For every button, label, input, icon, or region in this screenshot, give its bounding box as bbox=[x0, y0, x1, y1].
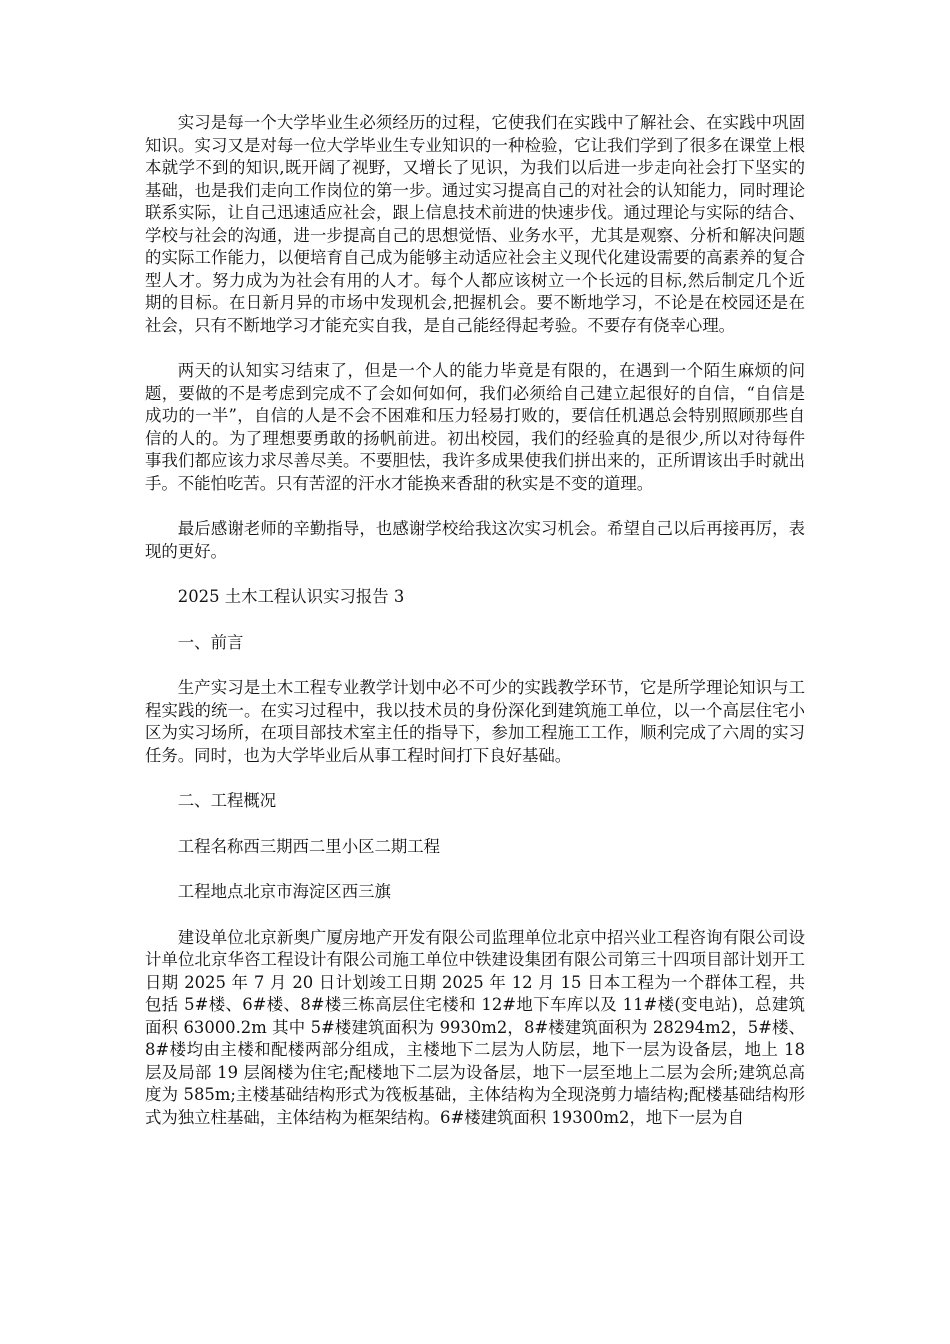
project-name-line: 工程名称西三期西二里小区二期工程 bbox=[177, 836, 441, 856]
section-heading-project-overview: 二、工程概况 bbox=[177, 791, 277, 810]
report-title: 2025 土木工程认识实习报告 3 bbox=[177, 587, 405, 606]
section-heading-preface: 一、前言 bbox=[177, 632, 244, 652]
paragraph-preface: 生产实习是土木工程专业教学计划中必不可少的实践教学环节，它是所学理论知识与工程实践的统一。在实习过程中，我以技术员的身份深化到建筑施工单位，以一个高层住宅小区为实习场所，在项目部技术室主任的指导下，参加工程施工工作，顺利完成了六周的实习任务。同时，也为大学毕业后从事工程时间打下良好基础。 bbox=[145, 678, 805, 765]
paragraph-acknowledgement: 最后感谢老师的辛勤指导，也感谢学校给我这次实习机会。希望自己以后再接再厉，表现的更好。 bbox=[145, 519, 805, 561]
paragraph-project-details: 建设单位北京新奥广厦房地产开发有限公司监理单位北京中招兴业工程咨询有限公司设计单位北京华咨工程设计有限公司施工单位中铁建设集团有限公司第三十四项目部计划开工日期 2025 年 7 月 20 日计划竣工日期 2025 年 12 月 15 日本工程为一个群体工程，共包括 5#楼、6#楼、8#楼三栋高层住宅楼和 12#地下车库以及 11#楼(变电站)，总建筑面积 63000.2m 其中 5#楼建筑面积为 9930m2，8#楼建筑面积为 28294m2，5#楼、8#楼均由主楼和配楼两部分组成，主楼地下二层为人防层，地下一层为设备层，地上 18 层及局部 19 层阁楼为住宅;配楼地下二层为设备层，地下一层至地上二层为会所;建筑总高度为 585m;主楼基础结构形式为筏板基础，主体结构为全现浇剪力墙结构;配楼基础结构形式为独立柱基础，主体结构为框架结构。6#楼建筑面积 19300m2，地下一层为自 bbox=[145, 927, 805, 1127]
document-page bbox=[145, 112, 805, 1152]
paragraph-cognition-internship-reflection: 两天的认知实习结束了，但是一个人的能力毕竟是有限的，在遇到一个陌生麻烦的问题，要做的不是考虑到完成不了会如何如何，我们必须给自己建立起很好的自信，“自信是成功的一半”，自信的人是不会不困难和压力轻易打败的，要信任机遇总会特别照顾那些自信的人的。为了理想要勇敢的扬帆前进。初出校园，我们的经验真的是很少,所以对待每件事我们都应该力求尽善尽美。不要胆怯，我许多成果使我们拼出来的，正所谓该出手时就出手。不能怕吃苦。只有苦涩的汗水才能换来香甜的秋实是不变的道理。 bbox=[145, 361, 805, 493]
project-location-line: 工程地点北京市海淀区西三旗 bbox=[177, 882, 391, 901]
paragraph-internship-significance: 实习是每一个大学毕业生必须经历的过程，它使我们在实践中了解社会、在实践中巩固知识。实习又是对每一位大学毕业生专业知识的一种检验，它让我们学到了很多在课堂上根本就学不到的知识,既开阔了视野，又增长了见识，为我们以后进一步走向社会打下坚实的基础，也是我们走向工作岗位的第一步。通过实习提高自己的对社会的认知能力，同时理论联系实际，让自己迅速适应社会，跟上信息技术前进的快速步伐。通过理论与实际的结合、学校与社会的沟通，进一步提高自己的思想觉悟、业务水平，尤其是观察、分析和解决问题的实际工作能力，以便培育自己成为能够主动适应社会主义现代化建设需要的高素养的复合型人才。努力成为为社会有用的人才。每个人都应该树立一个长远的目标,然后制定几个近期的目标。在日新月异的市场中发现机会,把握机会。要不断地学习，不论是在校园还是在社会，只有不断地学习才能充实自我，是自己能经得起考验。不要存有侥幸心理。 bbox=[145, 113, 805, 335]
